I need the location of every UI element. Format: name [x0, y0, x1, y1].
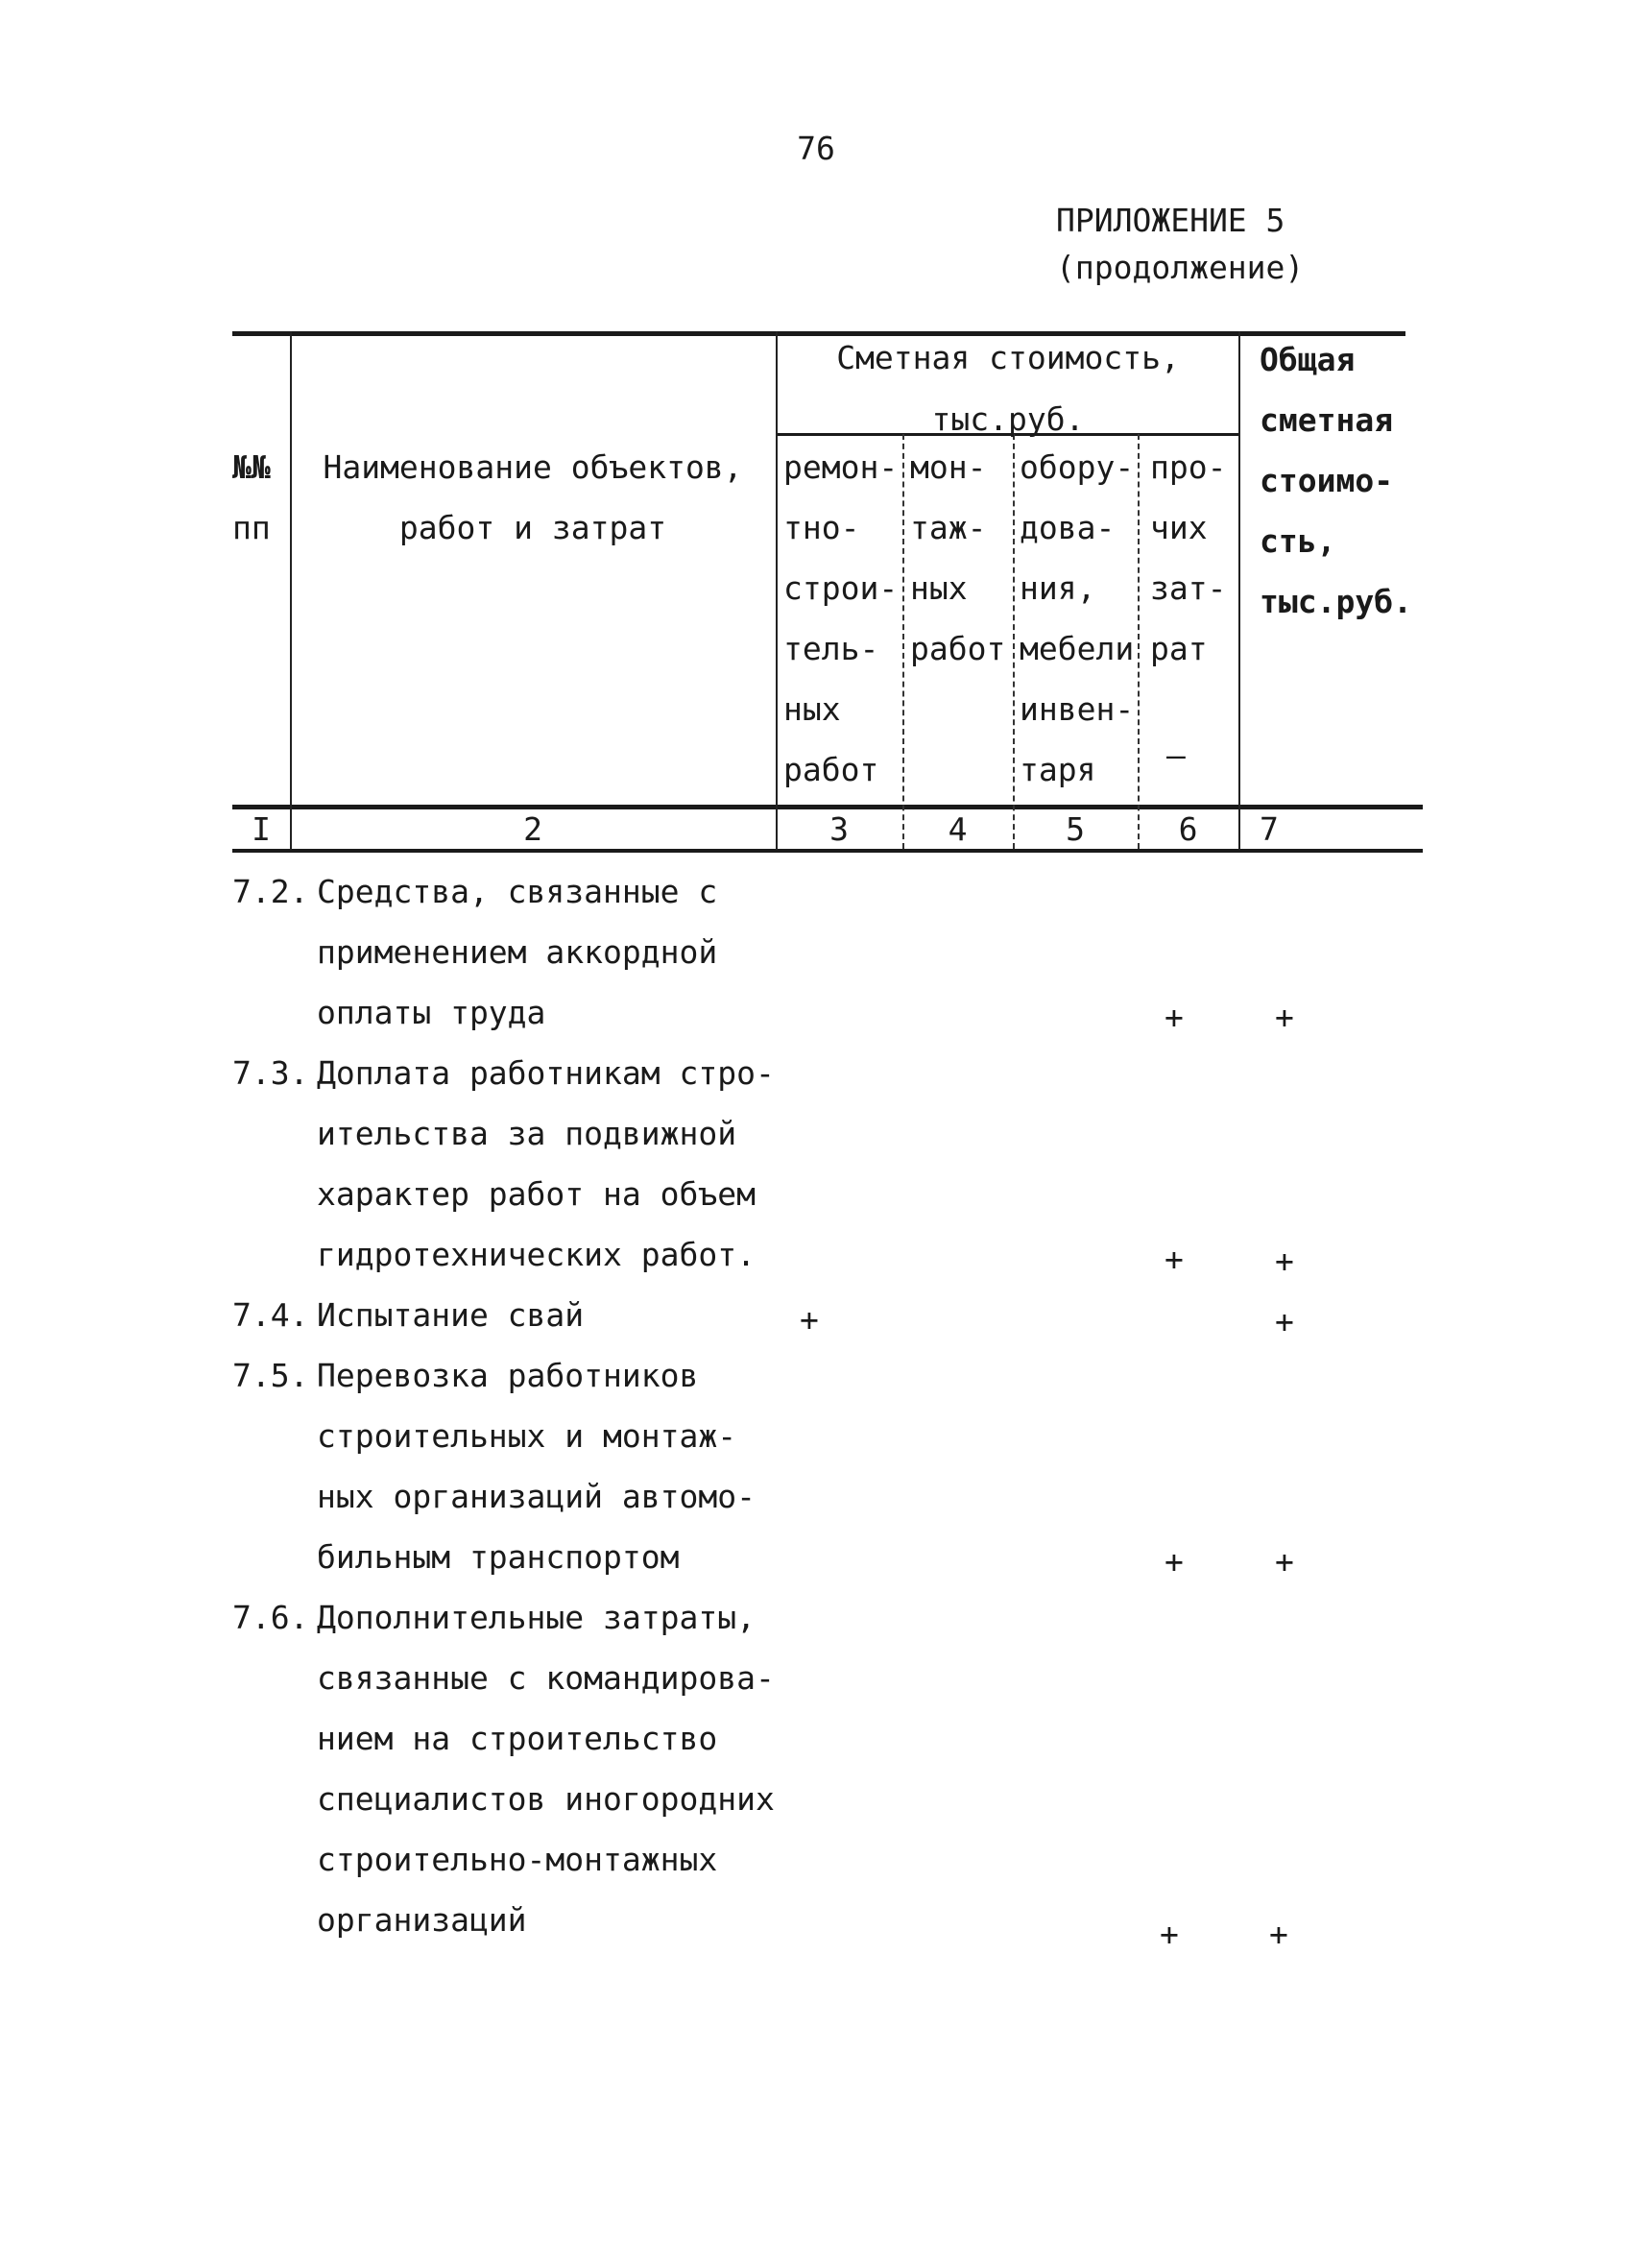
divider-3: [902, 434, 904, 849]
col6-line-1: про-: [1150, 448, 1227, 486]
row-text-line: строительно-монтажных: [317, 1841, 718, 1878]
col3-line-4: тель-: [783, 630, 879, 667]
row-text-line: оплаты труда: [317, 994, 546, 1031]
col4-line-2: таж-: [910, 509, 987, 546]
divider-4: [1013, 434, 1015, 849]
col1-line-1: №№: [232, 448, 271, 486]
col5-line-6: таря: [1020, 751, 1096, 788]
col4-line-4: работ: [910, 630, 1006, 667]
col3-line-1: ремон-: [783, 448, 899, 486]
col7-line-5: тыс.руб.: [1260, 583, 1412, 620]
row-text-line: ительства за подвижной: [317, 1115, 737, 1152]
colnum-5: 5: [1066, 810, 1085, 848]
col5-line-2: дова-: [1020, 509, 1116, 546]
group-title-line-1: Сметная стоимость,: [836, 339, 1180, 376]
col3-line-2: тно-: [783, 509, 860, 546]
col2-line-2: работ и затрат: [398, 509, 667, 546]
divider-5: [1138, 434, 1140, 849]
table-top-rule: [232, 331, 1405, 336]
row-text-line: строительных и монтаж-: [317, 1417, 737, 1455]
divider-1: [290, 331, 292, 850]
row-text-line: гидротехнических работ.: [317, 1236, 756, 1273]
col4-line-1: мон-: [910, 448, 987, 486]
row-cell-c6: +: [1165, 1241, 1184, 1278]
col6-line-2: чих: [1150, 509, 1208, 546]
row-cell-c7: +: [1275, 1243, 1294, 1280]
colnum-7: 7: [1260, 810, 1279, 848]
col5-line-3: ния,: [1020, 569, 1096, 607]
col5-line-5: инвен-: [1020, 690, 1135, 728]
col7-line-4: сть,: [1260, 522, 1336, 560]
row-cell-c7: +: [1275, 999, 1294, 1036]
row-text-line: Испытание свай: [317, 1296, 585, 1334]
row-text-line: характер работ на объем: [317, 1175, 756, 1213]
row-text-line: организаций: [317, 1901, 527, 1939]
colnum-6: 6: [1178, 810, 1198, 848]
row-number: 7.3.: [232, 1054, 309, 1092]
colnum-1: I: [252, 810, 271, 848]
row-text-line: Перевозка работников: [317, 1357, 699, 1394]
row-text-line: нием на строительство: [317, 1720, 718, 1757]
row-number: 7.6.: [232, 1599, 309, 1636]
colnum-4: 4: [948, 810, 968, 848]
row-cell-c6: +: [1165, 999, 1184, 1036]
row-text-line: ных организаций автомо-: [317, 1478, 756, 1515]
page-number: 76: [797, 130, 835, 167]
row-cell-c7: +: [1275, 1303, 1294, 1340]
row-text-line: применением аккордной: [317, 933, 718, 971]
appendix-title: ПРИЛОЖЕНИЕ 5: [1056, 202, 1285, 239]
row-text-line: Средства, связанные с: [317, 873, 718, 910]
col7-line-1: Общая: [1260, 341, 1356, 378]
row-cell-c7: +: [1275, 1543, 1294, 1580]
col5-line-4: мебели: [1020, 630, 1135, 667]
numbers-bottom-rule: [232, 849, 1423, 853]
row-number: 7.5.: [232, 1357, 309, 1394]
col6-line-3: зат-: [1150, 569, 1227, 607]
col2-line-1: Наименование объектов,: [323, 448, 743, 486]
row-text-line: Доплата работникам стро-: [317, 1054, 775, 1092]
row-text-line: Дополнительные затраты,: [317, 1599, 756, 1636]
group-title-line-2: тыс.руб.: [931, 400, 1085, 438]
row-text-line: специалистов иногородних: [317, 1780, 775, 1818]
row-cell-c3: +: [800, 1301, 819, 1339]
row-cell-c6: +: [1160, 1916, 1179, 1953]
divider-6: [1238, 331, 1240, 850]
col7-line-2: сметная: [1260, 401, 1394, 439]
colnum-2: 2: [523, 810, 542, 848]
row-cell-c7: +: [1269, 1916, 1288, 1953]
col4-line-3: ных: [910, 569, 968, 607]
col5-line-1: обору-: [1020, 448, 1135, 486]
row-number: 7.2.: [232, 873, 309, 910]
col3-line-6: работ: [783, 751, 879, 788]
row-cell-c6: +: [1165, 1543, 1184, 1580]
col3-line-5: ных: [783, 690, 841, 728]
col7-line-3: стоимо-: [1260, 462, 1394, 499]
col1-line-2: пп: [232, 509, 271, 546]
header-bottom-rule: [232, 805, 1423, 809]
appendix-subtitle: (продолжение): [1056, 249, 1305, 286]
row-text-line: бильным транспортом: [317, 1538, 680, 1576]
col6-line-5: —: [1166, 736, 1186, 774]
row-number: 7.4.: [232, 1296, 309, 1334]
colnum-3: 3: [829, 810, 849, 848]
col6-line-4: рат: [1150, 630, 1208, 667]
row-text-line: связанные с командирова-: [317, 1659, 775, 1697]
col3-line-3: строи-: [783, 569, 899, 607]
